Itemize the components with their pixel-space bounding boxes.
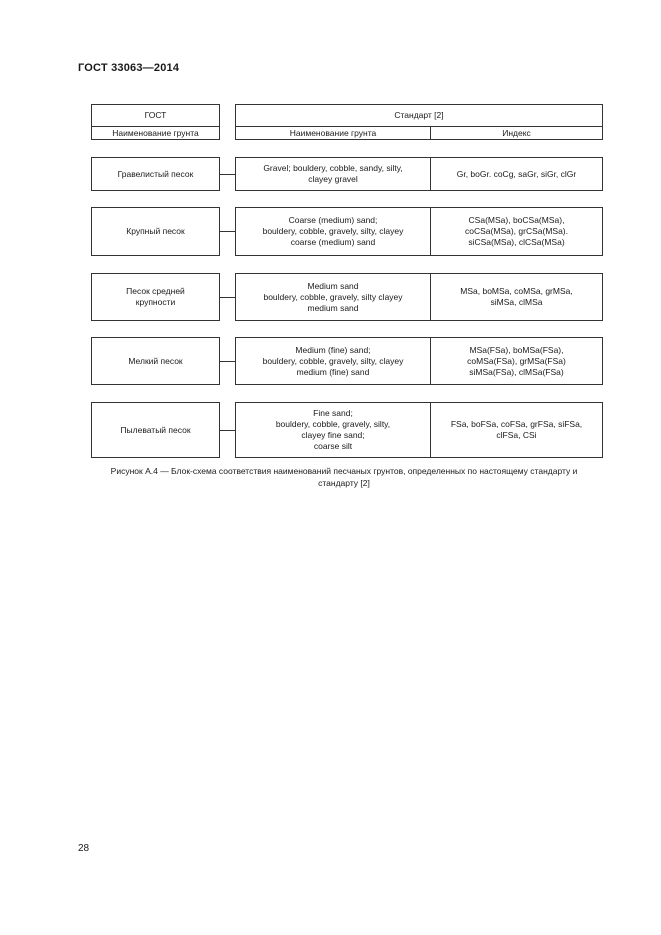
standard-name-box: Medium (fine) sand; bouldery, cobble, gravely, silty, clayey medium (fine) sand [235,337,431,385]
standard-index-box: FSa, boFSa, coFSa, grFSa, siFSa, clFSa, CSi [430,402,603,458]
figure-caption: Рисунок А.4 — Блок-схема соответствия наименований песчаных грунтов, определенных по настоящему стандарту и стандарту [2] [110,466,578,488]
standard-name-subheader: Наименование грунта [235,126,431,140]
standard-name-box: Fine sand; bouldery, cobble, gravely, silty, clayey fine sand; coarse silt [235,402,431,458]
page-number: 28 [78,843,90,854]
standard-index-box: CSa(MSa), boCSa(MSa), coCSa(MSa), grCSa(MSa). siCSa(MSa), clCSa(MSa) [430,207,603,256]
connector-line [220,361,235,362]
gost-soil-box: Пылеватый песок [91,402,220,458]
connector-line [220,174,235,175]
document-id: ГОСТ 33063—2014 [78,62,180,74]
standard-index-box: MSa(FSa), boMSa(FSa), coMSa(FSa), grMSa(FSa) siMSa(FSa), clMSa(FSa) [430,337,603,385]
gost-subheader: Наименование грунта [91,126,220,140]
standard-name-box: Gravel; bouldery, cobble, sandy, silty, clayey gravel [235,157,431,191]
connector-line [220,430,235,431]
standard-index-subheader: Индекс [430,126,603,140]
gost-soil-box: Мелкий песок [91,337,220,385]
gost-soil-box: Песок средней крупности [91,273,220,321]
standard-header: Стандарт [2] [235,104,603,127]
gost-soil-box: Крупный песок [91,207,220,256]
gost-soil-box: Гравелистый песок [91,157,220,191]
connector-line [220,231,235,232]
standard-name-box: Medium sand bouldery, cobble, gravely, silty clayey medium sand [235,273,431,321]
standard-name-box: Coarse (medium) sand; bouldery, cobble, gravely, silty, clayey coarse (medium) sand [235,207,431,256]
gost-header: ГОСТ [91,104,220,127]
standard-index-box: MSa, boMSa, coMSa, grMSa, siMSa, clMSa [430,273,603,321]
standard-index-box: Gr, boGr. coCg, saGr, siGr, clGr [430,157,603,191]
connector-line [220,297,235,298]
